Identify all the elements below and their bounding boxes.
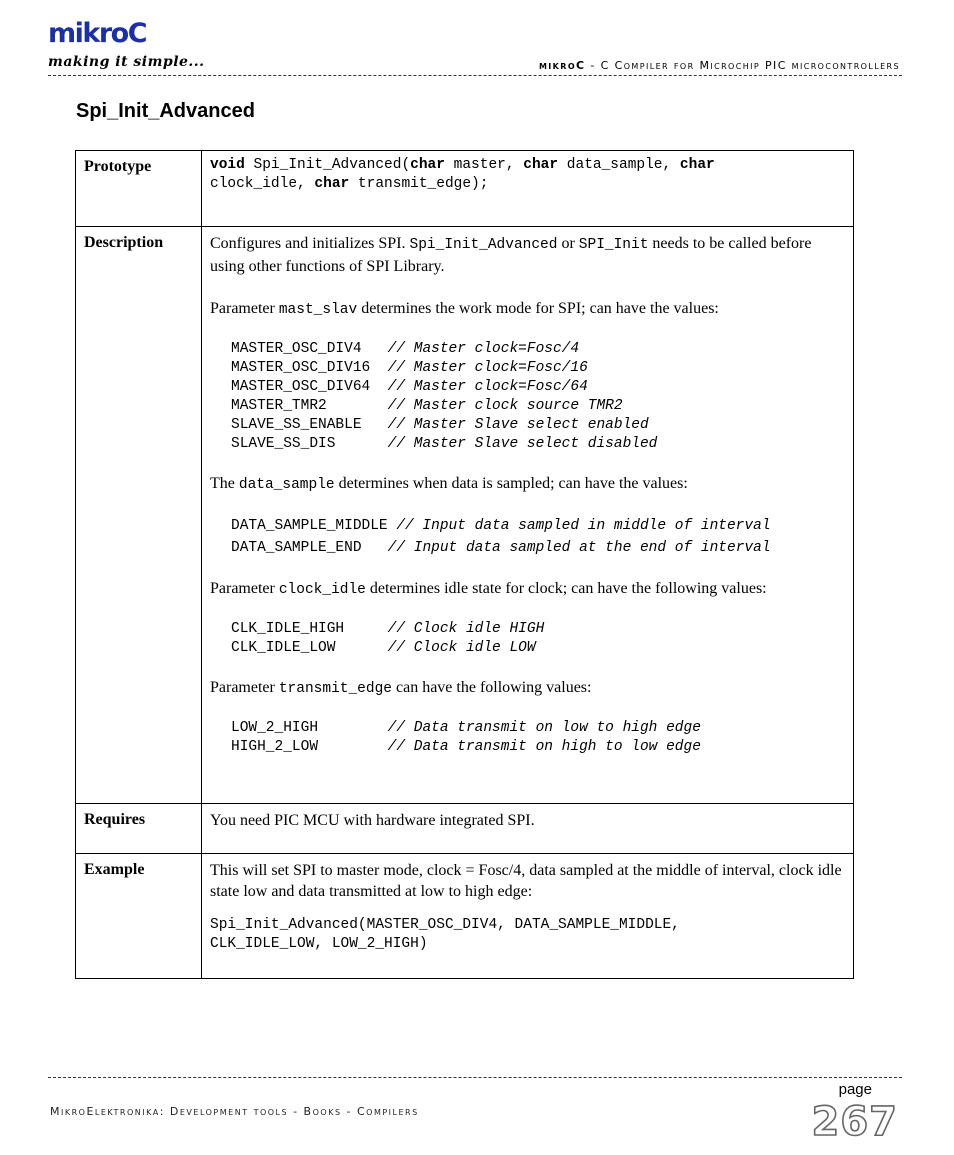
param-clock-idle: clock_idle, xyxy=(210,176,315,192)
header-title-brand: mikroC xyxy=(538,59,586,72)
example-code-line: Spi_Init_Advanced(MASTER_OSC_DIV4, DATA_SAMPLE_MIDDLE, xyxy=(210,917,680,933)
idle-value-line xyxy=(231,620,845,639)
edge-name: HIGH_2_LOW xyxy=(231,739,388,755)
edge-comment: // Data transmit on high to low edge xyxy=(387,739,701,755)
param1-a: Parameter xyxy=(210,300,279,317)
param4-a: Parameter xyxy=(210,679,279,696)
intro-code-init: SPI_Init xyxy=(578,237,649,253)
idle-comment: // Clock idle LOW xyxy=(387,640,536,656)
param-data-sample: data_sample, xyxy=(558,157,680,173)
param1-b: determines the work mode for SPI; can have the values: xyxy=(357,300,719,317)
mode-name: MASTER_OSC_DIV64 xyxy=(231,379,388,395)
function-spec-table xyxy=(75,150,854,979)
label-prototype: Prototype xyxy=(76,151,202,227)
kw-char-3: char xyxy=(679,157,715,173)
intro-code-advanced: Spi_Init_Advanced xyxy=(409,237,558,253)
param3-b: determines idle state for clock; can have the following values: xyxy=(365,580,767,597)
mode-comment: // Master clock=Fosc/4 xyxy=(387,341,580,357)
footer-company: MikroElektronika: Development tools - Books - Compilers xyxy=(50,1105,419,1118)
description-intro xyxy=(210,233,845,277)
param-master: master, xyxy=(444,157,524,173)
row-example xyxy=(76,854,854,979)
mode-value-line xyxy=(231,359,845,378)
mode-comment: // Master clock source TMR2 xyxy=(387,398,623,414)
example-code-line: CLK_IDLE_LOW, LOW_2_HIGH) xyxy=(210,936,428,952)
mode-name: MASTER_OSC_DIV4 xyxy=(231,341,388,357)
mode-name: MASTER_OSC_DIV16 xyxy=(231,360,388,376)
kw-char-2: char xyxy=(523,157,559,173)
param3-text xyxy=(210,578,845,601)
description-cell xyxy=(202,227,854,804)
param2-code: data_sample xyxy=(238,477,335,493)
label-example: Example xyxy=(76,854,202,979)
mikroc-logo: mikroC xyxy=(48,18,147,49)
edge-name: LOW_2_HIGH xyxy=(231,720,388,736)
example-text: This will set SPI to master mode, clock = Fosc/4, data sampled at the middle of interval, clock idle state low and data transmitted at low to high edge: xyxy=(210,862,842,900)
sample-name: DATA_SAMPLE_MIDDLE xyxy=(231,518,397,534)
mode-value-line xyxy=(231,416,845,435)
page-label: page xyxy=(838,1081,872,1098)
intro-text-a: Configures and initializes SPI. xyxy=(210,235,410,252)
requires-cell xyxy=(202,804,854,854)
header-title xyxy=(539,60,900,71)
sample-values-list xyxy=(231,515,845,559)
idle-value-line xyxy=(231,639,845,658)
sample-comment: // Input data sampled in middle of interval xyxy=(396,518,771,534)
mode-value-line xyxy=(231,340,845,359)
edge-comment: // Data transmit on low to high edge xyxy=(387,720,701,736)
mode-comment: // Master clock=Fosc/16 xyxy=(387,360,588,376)
kw-void: void xyxy=(210,157,245,173)
footer-divider xyxy=(48,1077,902,1078)
prototype-cell xyxy=(202,151,854,227)
mode-values-list xyxy=(231,340,845,454)
param4-text xyxy=(210,677,845,700)
idle-name: CLK_IDLE_LOW xyxy=(231,640,388,656)
kw-char-1: char xyxy=(410,157,445,173)
edge-values-list xyxy=(231,719,845,757)
param4-b: can have the following values: xyxy=(391,679,592,696)
param4-code: transmit_edge xyxy=(278,681,392,697)
prototype-code xyxy=(210,156,845,194)
header-divider xyxy=(48,75,902,76)
edge-value-line xyxy=(231,719,845,738)
section-title: Spi_Init_Advanced xyxy=(76,100,255,122)
sample-value-line xyxy=(231,515,845,537)
sample-value-line xyxy=(231,537,845,559)
param-transmit-edge: transmit_edge); xyxy=(349,176,489,192)
mode-comment: // Master Slave select enabled xyxy=(387,417,649,433)
idle-values-list xyxy=(231,620,845,658)
fn-name: Spi_Init_Advanced( xyxy=(244,157,411,173)
kw-char-4: char xyxy=(314,176,350,192)
sample-comment: // Input data sampled at the end of interval xyxy=(387,540,771,556)
row-requires xyxy=(76,804,854,854)
edge-value-line xyxy=(231,738,845,757)
idle-name: CLK_IDLE_HIGH xyxy=(231,621,388,637)
param3-code: clock_idle xyxy=(278,582,366,598)
intro-text-c: needs to be called before using other functions of SPI Library. xyxy=(210,235,812,275)
mode-value-line xyxy=(231,397,845,416)
param3-a: Parameter xyxy=(210,580,279,597)
idle-comment: // Clock idle HIGH xyxy=(387,621,545,637)
mode-value-line xyxy=(231,435,845,454)
example-cell xyxy=(202,854,854,979)
param2-b: determines when data is sampled; can have the values: xyxy=(334,475,688,492)
row-prototype xyxy=(76,151,854,227)
param1-code: mast_slav xyxy=(278,302,358,318)
param2-a: The xyxy=(210,475,239,492)
mode-comment: // Master Slave select disabled xyxy=(387,436,658,452)
label-description: Description xyxy=(76,227,202,804)
param1-text xyxy=(210,298,845,321)
tagline: making it simple... xyxy=(48,54,205,70)
intro-text-b: or xyxy=(557,235,579,252)
requires-text: You need PIC MCU with hardware integrated SPI. xyxy=(210,812,535,829)
mode-name: MASTER_TMR2 xyxy=(231,398,388,414)
param2-text xyxy=(210,473,845,496)
mode-name: SLAVE_SS_ENABLE xyxy=(231,417,388,433)
mode-name: SLAVE_SS_DIS xyxy=(231,436,388,452)
mode-value-line xyxy=(231,378,845,397)
header-title-rest: - C Compiler for Microchip PIC microcontrollers xyxy=(585,59,900,72)
sample-name: DATA_SAMPLE_END xyxy=(231,540,388,556)
row-description xyxy=(76,227,854,804)
page-number: 267 xyxy=(811,1099,898,1145)
label-requires: Requires xyxy=(76,804,202,854)
mode-comment: // Master clock=Fosc/64 xyxy=(387,379,588,395)
